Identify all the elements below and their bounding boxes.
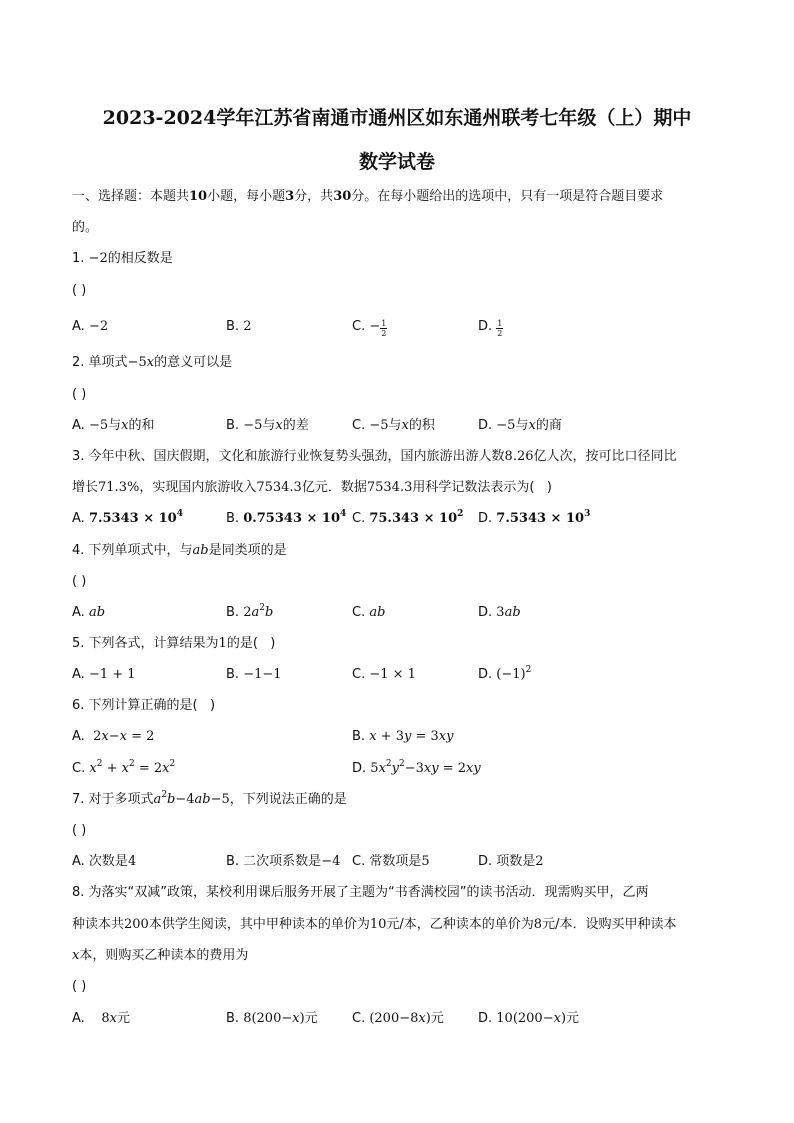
question-4-stem: 4. 下列单项式中，与ab是同类项的是 <box>72 543 287 558</box>
question-3-stem-line2: 增长71.3%，实现国内旅游收入7534.3亿元．数据7534.3用科学记数法表示为( ) <box>72 480 552 495</box>
question-8-option-a: A. 8x元 <box>72 1011 130 1026</box>
section-instructions-end: 的。 <box>72 220 99 235</box>
question-4-option-b: B. $2a^2b$ <box>226 603 274 620</box>
question-7-option-d: D. 项数是2 <box>478 854 544 869</box>
question-2-option-a: A. −5与x的和 <box>72 418 155 433</box>
question-1-blank: ( ) <box>72 283 87 298</box>
question-3-stem-line1: 3. 今年中秋、国庆假期，文化和旅游行业恢复势头强劲，国内旅游出游人数8.26亿人次，按可比口径同比 <box>72 449 677 464</box>
question-4-option-d: D. 3ab <box>478 605 521 620</box>
question-5-option-c: C. −1 × 1 <box>352 667 416 682</box>
question-2-option-d: D. −5与x的商 <box>478 418 562 433</box>
question-4-blank: ( ) <box>72 574 87 589</box>
question-6-option-b: B. x + 3y = 3xy <box>352 729 454 744</box>
question-2-option-c: C. −5与x的积 <box>352 418 435 433</box>
section-instructions: 一、选择题：本题共10小题，每小题3分，共30分。在每小题给出的选项中，只有一项是符合题目要求 <box>72 189 664 204</box>
question-2-stem: 2. 单项式−5x的意义可以是 <box>72 355 233 370</box>
question-7-option-b: B. 二次项系数是−4 <box>226 854 341 869</box>
question-8-stem-line3: x本，则购买乙种读本的费用为 <box>72 948 249 963</box>
question-8-option-d: D. 10(200−x)元 <box>478 1011 580 1026</box>
question-7-stem: 7. 对于多项式$a^2b-4ab-5$，下列说法正确的是 <box>72 790 347 807</box>
question-6-option-d: D. $5x^2y^2-3xy = 2xy$ <box>352 759 481 776</box>
question-3-option-a: A. $7.5343 \times 10^4$ <box>72 509 183 526</box>
question-1-option-a: A. −2 <box>72 319 109 334</box>
question-3-option-c: C. $75.343 \times 10^2$ <box>352 509 464 526</box>
question-2-option-b: B. −5与x的差 <box>226 418 309 433</box>
question-8-option-c: C. (200−8x)元 <box>352 1011 444 1026</box>
question-1-option-d: D. $\frac{1}{2}$ <box>478 319 503 338</box>
question-4-option-c: C. ab <box>352 605 386 620</box>
question-1-stem: 1. −2的相反数是 <box>72 251 173 266</box>
question-5-option-d: D. $(-1)^2$ <box>478 665 532 682</box>
paper-title-line2: 数学试卷 <box>358 151 435 173</box>
question-4-option-a: A. ab <box>72 605 106 620</box>
question-7-option-a: A. 次数是4 <box>72 854 137 869</box>
question-3-option-b: B. $0.75343 \times 10^4$ <box>226 509 347 526</box>
question-8-stem-line1: 8. 为落实“双减”政策，某校利用课后服务开展了主题为“书香满校园”的读书活动．现需购买甲，乙两 <box>72 885 649 900</box>
paper-title-line1: 2023-2024学年江苏省南通市通州区如东通州联考七年级（上）期中 <box>102 107 692 129</box>
question-5-stem: 5. 下列各式，计算结果为1的是( ) <box>72 636 276 651</box>
question-8-option-b: B. 8(200−x)元 <box>226 1011 318 1026</box>
question-6-stem: 6. 下列计算正确的是( ) <box>72 698 216 713</box>
question-7-option-c: C. 常数项是5 <box>352 854 430 869</box>
question-8-blank: ( ) <box>72 979 87 994</box>
question-1-option-b: B. 2 <box>226 319 252 334</box>
question-8-stem-line2: 种读本共200本供学生阅读，其中甲种读本的单价为10元/本，乙种读本的单价为8元/本．设购买甲种读本 <box>72 917 677 932</box>
question-2-blank: ( ) <box>72 387 87 402</box>
question-1-option-c: C. − $\frac{1}{2}$ <box>352 319 387 338</box>
question-3-option-d: D. $7.5343 \times 10^3$ <box>478 509 591 526</box>
question-5-option-a: A. −1 + 1 <box>72 667 136 682</box>
question-5-option-b: B. −1−1 <box>226 667 282 682</box>
question-7-blank: ( ) <box>72 823 87 838</box>
question-6-option-c: C. $x^2 + x^2 = 2x^2$ <box>72 759 176 776</box>
question-6-option-a: A. 2x−x = 2 <box>72 729 155 744</box>
